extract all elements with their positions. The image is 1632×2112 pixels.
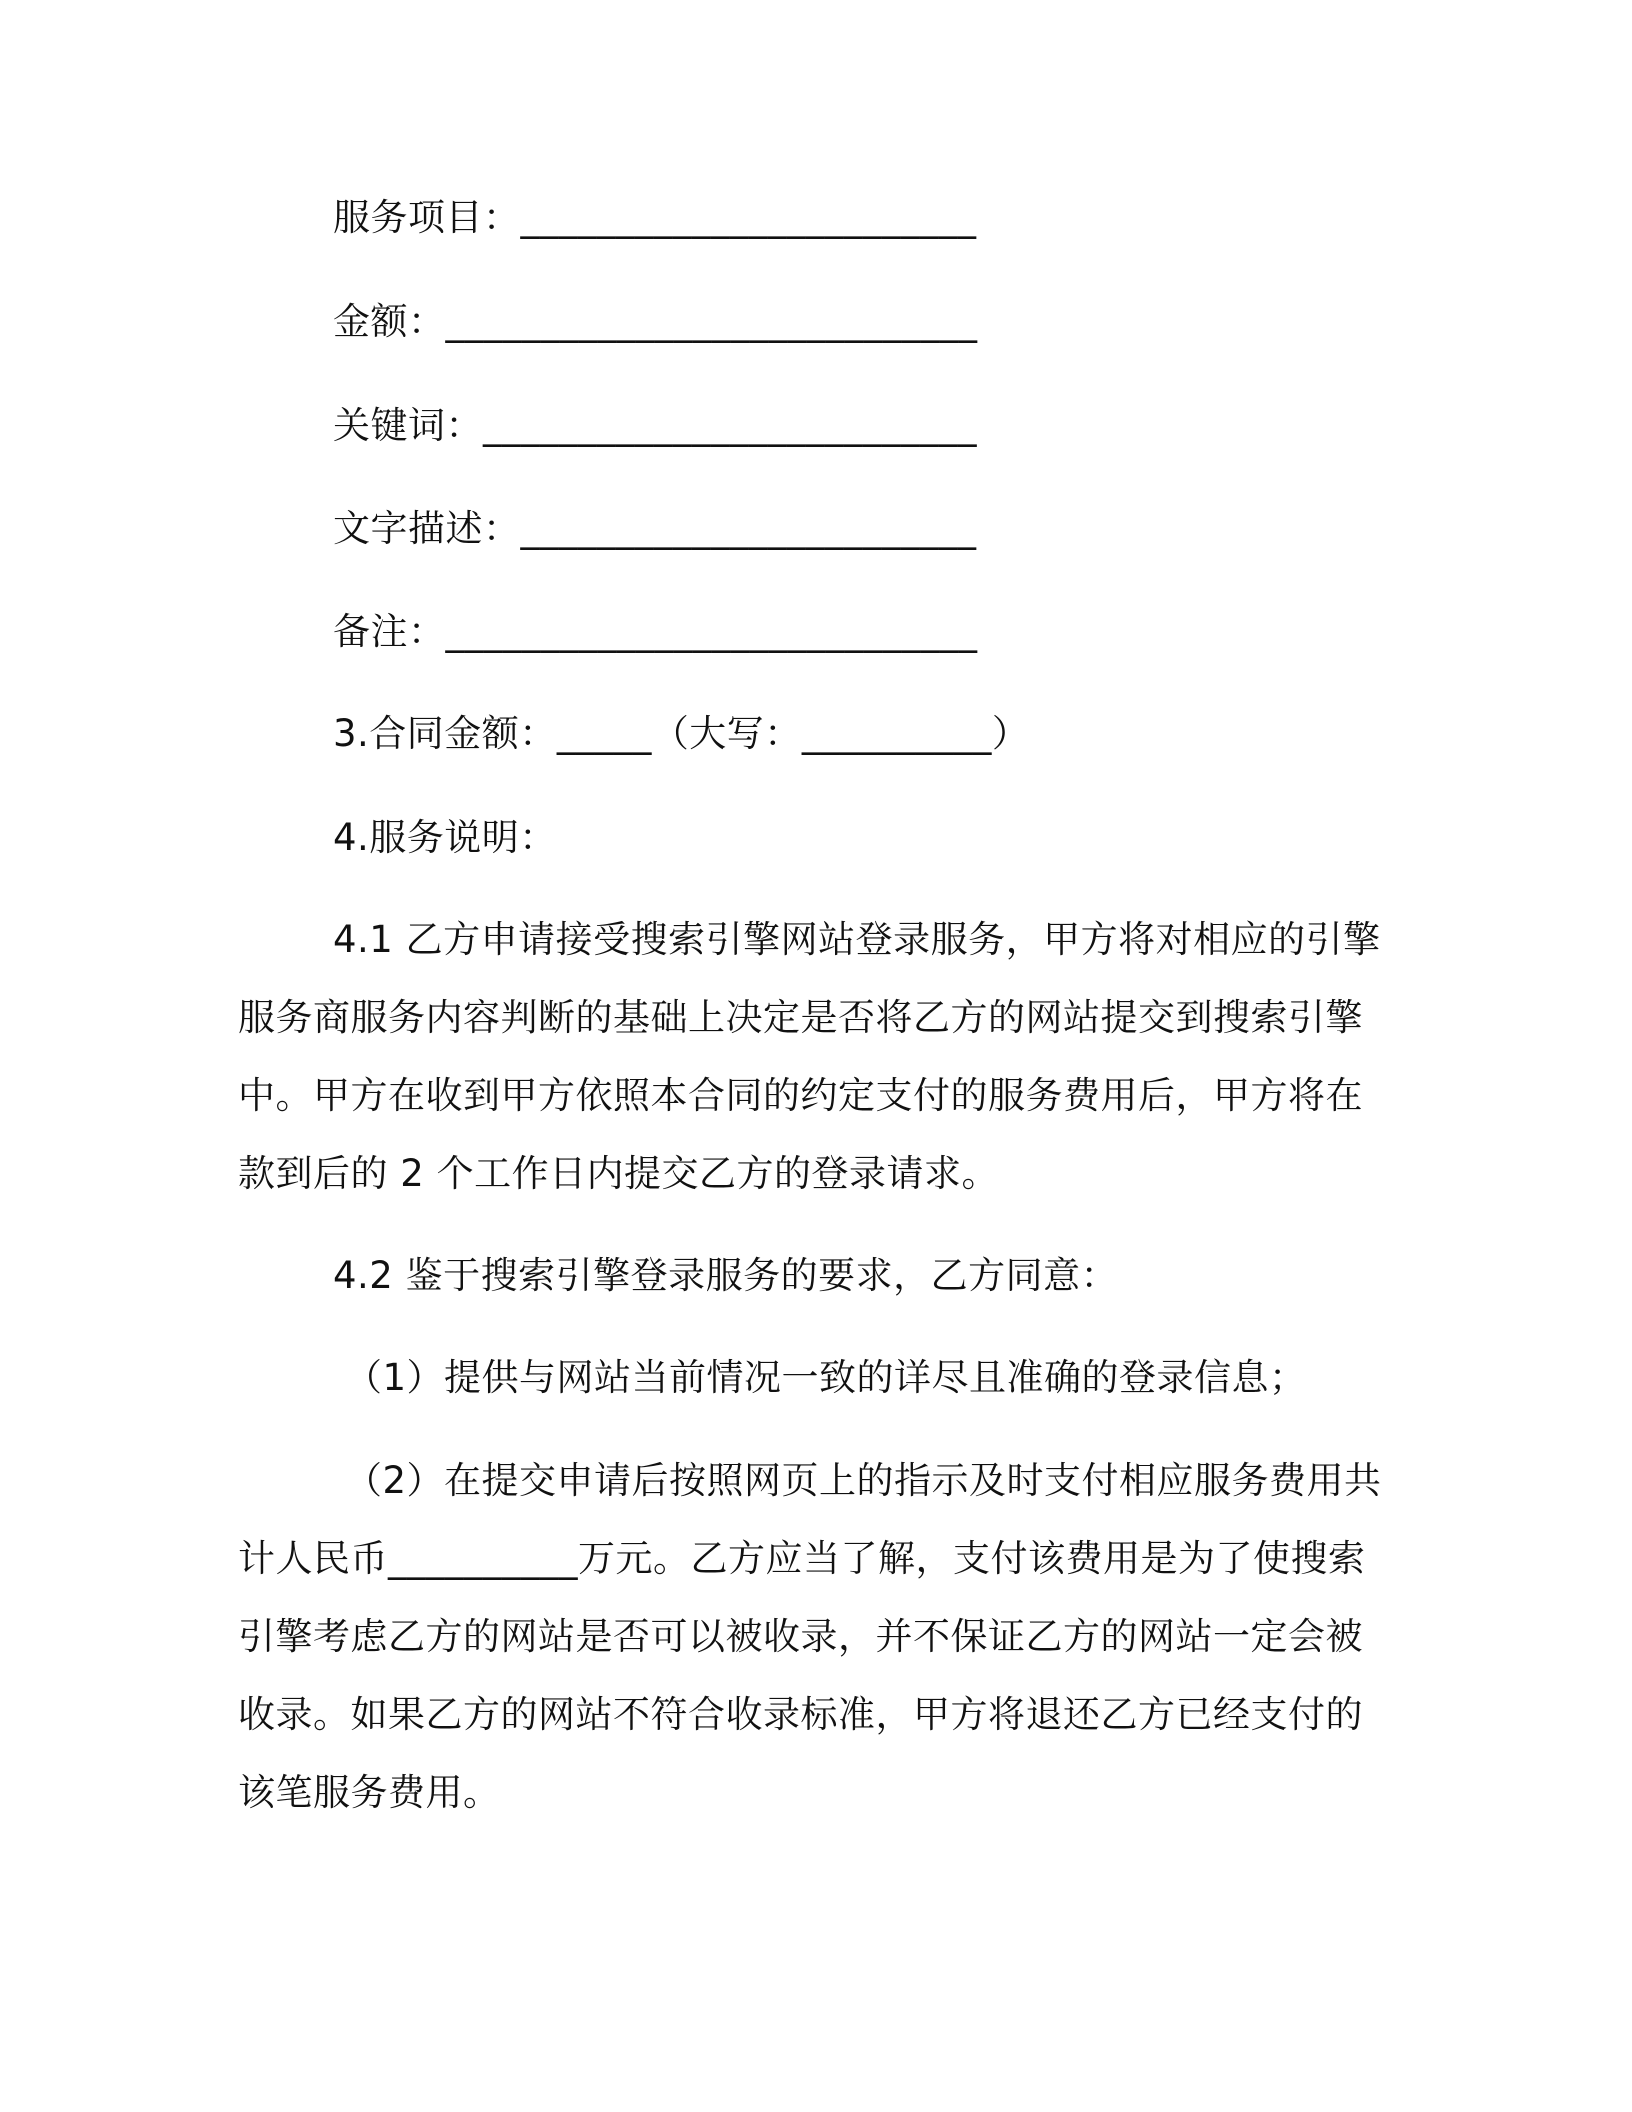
field-amount bbox=[333, 298, 978, 346]
para-4-2: 4.2 鉴于搜索引擎登录服务的要求，乙方同意： bbox=[333, 1254, 1119, 1297]
contract-amount-prefix: 3.合同金额： bbox=[333, 712, 557, 755]
contract-amount-blank: _____ bbox=[556, 712, 652, 755]
field-remarks bbox=[333, 608, 978, 656]
para-4-1-line: 中。甲方在收到甲方依照本合同的约定支付的服务费用后，甲方将在 bbox=[238, 1074, 1363, 1117]
field-label: 备注： bbox=[333, 610, 446, 653]
para-4-1-line: 服务商服务内容判断的基础上决定是否将乙方的网站提交到搜索引擎 bbox=[238, 996, 1363, 1039]
list-item-1: （1）提供与网站当前情况一致的详尽且准确的登录信息； bbox=[345, 1356, 1307, 1399]
field-blank: ____________________________ bbox=[445, 300, 978, 343]
list-item-2-line: 计人民币__________万元。乙方应当了解，支付该费用是为了使搜索 bbox=[238, 1537, 1366, 1580]
field-blank: __________________________ bbox=[483, 404, 977, 447]
contract-amount-capital-label: （大写： bbox=[651, 712, 802, 755]
para-4-1-line: 4.1 乙方申请接受搜索引擎网站登录服务，甲方将对相应的引擎 bbox=[333, 918, 1381, 961]
field-label: 文字描述： bbox=[333, 507, 521, 550]
field-blank: ________________________ bbox=[520, 507, 977, 550]
para-4-1-line: 款到后的 2 个工作日内提交乙方的登录请求。 bbox=[238, 1152, 1000, 1195]
list-item-2-line: 收录。如果乙方的网站不符合收录标准，甲方将退还乙方已经支付的 bbox=[238, 1693, 1363, 1736]
field-label: 金额： bbox=[333, 300, 446, 343]
list-item-2-line: 该笔服务费用。 bbox=[238, 1771, 501, 1814]
field-label: 服务项目： bbox=[333, 196, 521, 239]
service-heading: 4.服务说明： bbox=[333, 816, 557, 859]
field-blank: ____________________________ bbox=[445, 610, 978, 653]
contract-amount-suffix: ） bbox=[991, 712, 1030, 755]
field-service-item bbox=[333, 194, 977, 242]
list-item-2-line: 引擎考虑乙方的网站是否可以被收录，并不保证乙方的网站一定会被 bbox=[238, 1615, 1363, 1658]
field-text-description bbox=[333, 505, 977, 553]
contract-amount-line bbox=[333, 710, 1029, 758]
list-item-2-line: （2）在提交申请后按照网页上的指示及时支付相应服务费用共 bbox=[345, 1459, 1382, 1502]
field-label: 关键词： bbox=[333, 404, 483, 447]
contract-amount-capital-blank: __________ bbox=[801, 712, 992, 755]
field-keywords bbox=[333, 402, 977, 450]
field-blank: ________________________ bbox=[520, 196, 977, 239]
